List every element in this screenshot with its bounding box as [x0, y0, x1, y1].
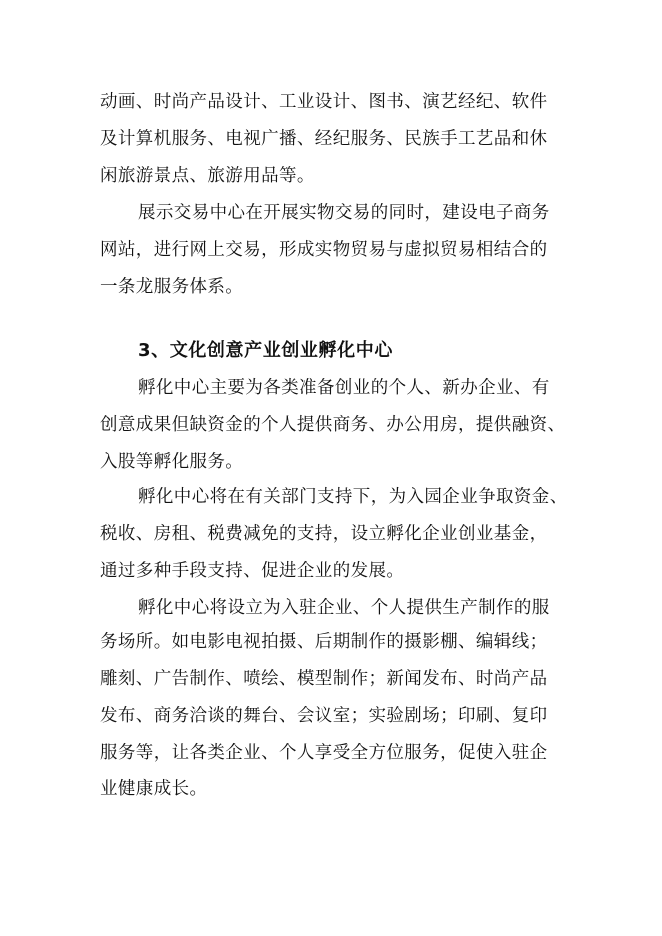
paragraph-4-line-3: 通过多种手段支持、促进企业的发展。: [100, 561, 405, 581]
paragraph-5-line-2: 务场所。如电影电视拍摄、后期制作的摄影棚、编辑线；: [100, 632, 548, 652]
paragraph-2-line-1: 展示交易中心在开展实物交易的同时，建设电子商务: [138, 203, 550, 223]
paragraph-3-line-2: 创意成果但缺资金的个人提供商务、办公用房，提供融资、: [100, 415, 566, 435]
paragraph-5-line-4: 发布、商务洽谈的舞台、会议室；实验剧场；印刷、复印: [100, 706, 548, 726]
paragraph-5-line-6: 业健康成长。: [100, 779, 208, 799]
paragraph-5-line-1: 孵化中心将设立为入驻企业、个人提供生产制作的服: [138, 598, 550, 618]
paragraph-4-line-1: 孵化中心将在有关部门支持下，为入园企业争取资金、: [138, 487, 568, 507]
section-heading: 3、文化创意产业创业孵化中心: [138, 340, 393, 361]
paragraph-3-line-1: 孵化中心主要为各类准备创业的个人、新办企业、有: [138, 378, 550, 398]
paragraph-5-line-5: 服务等，让各类企业、个人享受全方位服务，促使入驻企: [100, 743, 548, 763]
paragraph-5-line-3: 雕刻、广告制作、喷绘、模型制作；新闻发布、时尚产品: [100, 669, 548, 689]
paragraph-1-line-2: 及计算机服务、电视广播、经纪服务、民族手工艺品和休: [100, 129, 548, 149]
paragraph-3-line-3: 入股等孵化服务。: [100, 452, 244, 472]
paragraph-2-line-2: 网站，进行网上交易，形成实物贸易与虚拟贸易相结合的: [100, 240, 548, 260]
paragraph-2-line-3: 一条龙服务体系。: [100, 277, 244, 297]
paragraph-1-line-3: 闲旅游景点、旅游用品等。: [100, 166, 315, 186]
paragraph-1-line-1: 动画、时尚产品设计、工业设计、图书、演艺经纪、软件: [100, 92, 548, 112]
paragraph-4-line-2: 税收、房租、税费减免的支持，设立孵化企业创业基金，: [100, 524, 548, 544]
